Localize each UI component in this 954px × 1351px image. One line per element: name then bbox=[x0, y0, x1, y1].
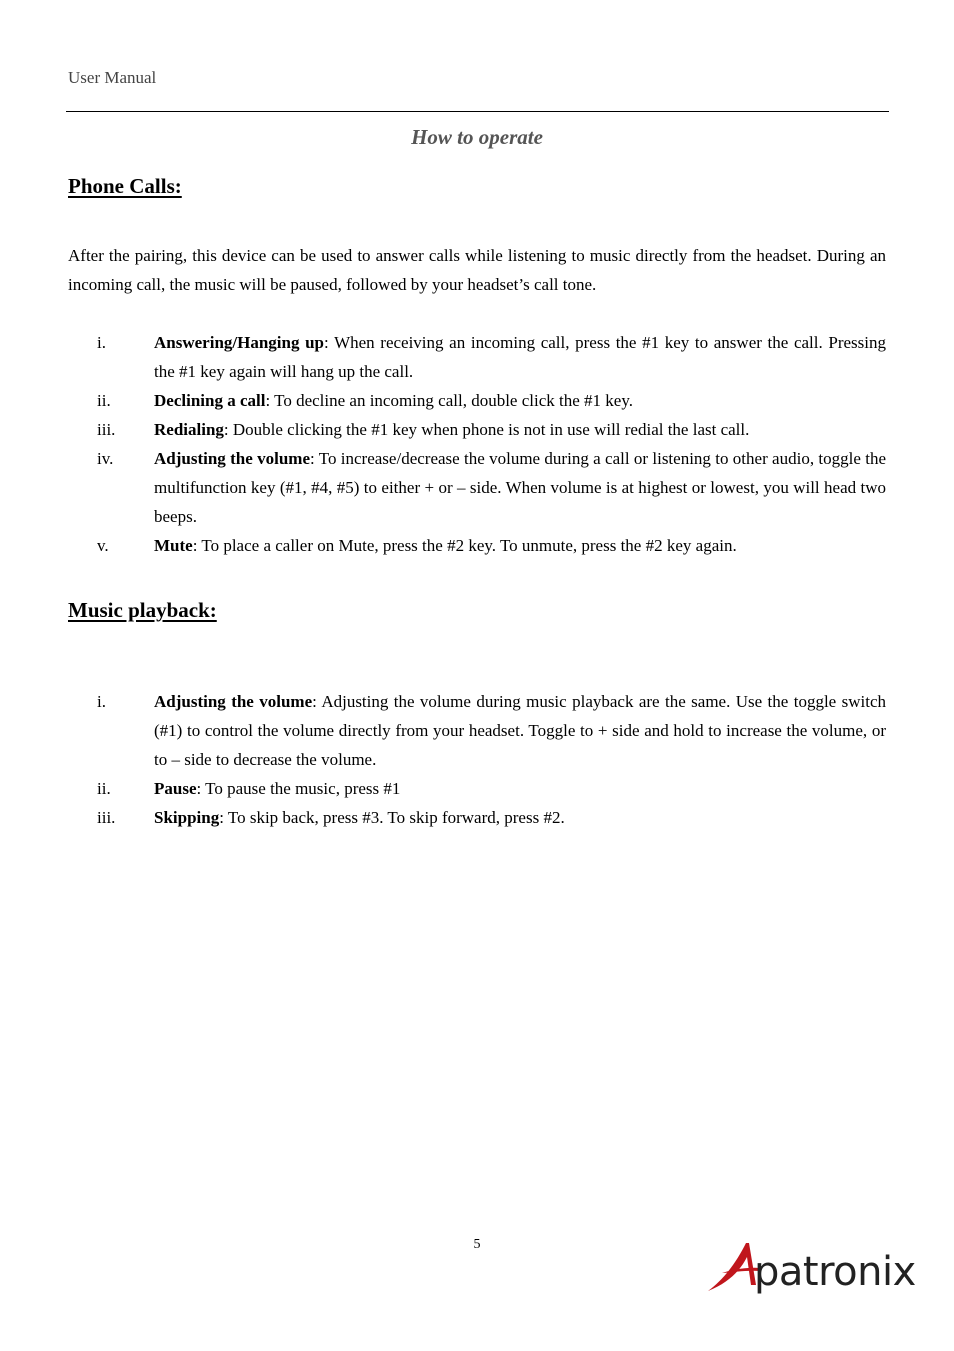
list-item-text: : Double clicking the #1 key when phone is not in use will redial the last call. bbox=[223, 420, 750, 439]
page-number: 5 bbox=[473, 1237, 481, 1252]
list-item-text: : To increase/decrease the volume during a call or listening to other audio, toggle the multifunction key (#1, #4, #5) to either + or – side. When volume is at highest or lowest, you will head two beeps. bbox=[154, 449, 886, 526]
list-item-term: Redialing bbox=[154, 420, 224, 439]
list-item bbox=[68, 415, 886, 444]
phone-calls-list bbox=[68, 328, 886, 560]
phone-calls-intro: After the pairing, this device can be used to answer calls while listening to music directly from the headset. During an incoming call, the music will be paused, followed by your headset’s call tone. bbox=[68, 246, 886, 294]
list-item bbox=[68, 687, 886, 774]
list-item bbox=[68, 386, 886, 415]
logo-wordmark: patronix bbox=[754, 1249, 916, 1295]
list-item-number: iii. bbox=[97, 808, 116, 827]
list-item-text: : When receiving an incoming call, press the #1 key to answer the call. Pressing the #1 key again will hang up the call. bbox=[154, 333, 886, 381]
list-item-text: : To place a caller on Mute, press the #2 key. To unmute, press the #2 key again. bbox=[192, 536, 737, 555]
list-item bbox=[68, 531, 886, 560]
list-item-text: : Adjusting the volume during music playback are the same. Use the toggle switch (#1) to control the volume directly from your headset. Toggle to + side and hold to increase the volume, or to – side to decrease the volume. bbox=[154, 692, 886, 769]
page-title: How to operate bbox=[411, 125, 543, 149]
list-item-text: : To pause the music, press #1 bbox=[196, 779, 401, 798]
music-playback-list bbox=[68, 687, 886, 832]
list-item-number: iv. bbox=[97, 449, 114, 468]
list-item bbox=[68, 774, 886, 803]
list-item-term: Declining a call bbox=[154, 391, 266, 410]
list-item-text: : To skip back, press #3. To skip forward, press #2. bbox=[219, 808, 565, 827]
list-item bbox=[68, 444, 886, 531]
list-item bbox=[68, 803, 886, 832]
list-item-number: v. bbox=[97, 536, 109, 555]
apatronix-logo bbox=[704, 1233, 918, 1303]
list-item bbox=[68, 328, 886, 386]
list-item-number: i. bbox=[97, 333, 106, 352]
logo-swoosh bbox=[708, 1243, 756, 1291]
music-playback-heading: Music playback: bbox=[68, 598, 217, 622]
phone-calls-heading: Phone Calls: bbox=[68, 174, 182, 198]
list-item-number: ii. bbox=[97, 779, 111, 798]
list-item-term: Skipping bbox=[154, 808, 220, 827]
list-item-term: Mute bbox=[154, 536, 193, 555]
list-item-term: Adjusting the volume bbox=[154, 692, 313, 711]
list-item-number: iii. bbox=[97, 420, 116, 439]
list-item-number: ii. bbox=[97, 391, 111, 410]
list-item-text: : To decline an incoming call, double click the #1 key. bbox=[265, 391, 633, 410]
header-label: User Manual bbox=[68, 68, 157, 87]
list-item-term: Answering/Hanging up bbox=[154, 333, 325, 352]
list-item-term: Pause bbox=[154, 779, 197, 798]
list-item-number: i. bbox=[97, 692, 106, 711]
list-item-term: Adjusting the volume bbox=[154, 449, 311, 468]
header-divider bbox=[66, 111, 889, 112]
